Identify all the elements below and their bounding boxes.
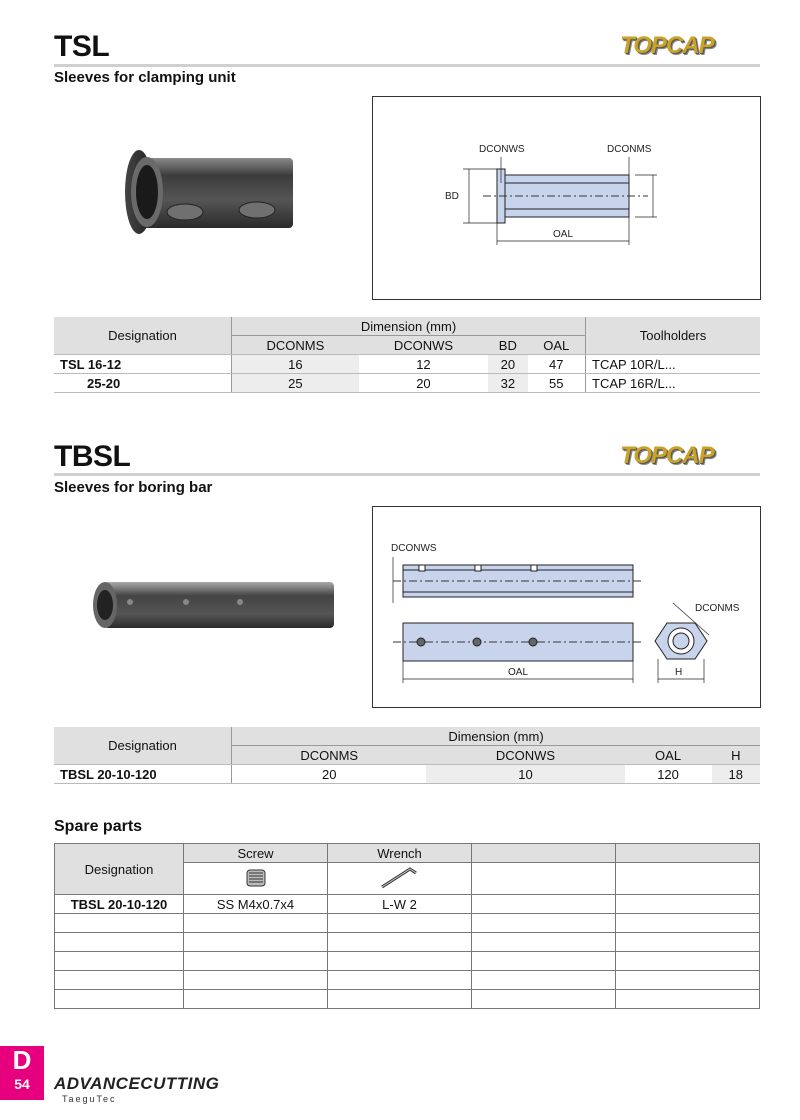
- tbsl-col-header: H: [712, 746, 760, 765]
- tbsl-table: [54, 727, 760, 784]
- topcap-logo: TOPCAP: [620, 442, 714, 469]
- tbsl-col-header: DCONWS: [426, 746, 624, 765]
- tbsl-dimension-header: Dimension (mm): [232, 727, 761, 746]
- tsl-label-bd: BD: [445, 191, 459, 202]
- tbsl-dimension-diagram: [372, 506, 761, 708]
- table-row: TSL 16-12 16 12 20 47 TCAP 10R/L...: [54, 355, 760, 374]
- tsl-dimension-diagram: [372, 96, 761, 300]
- table-row: TBSL 20-10-120 SS M4x0.7x4 L-W 2: [55, 895, 760, 914]
- section-letter: D: [12, 1045, 32, 1075]
- tbsl-label-h: H: [675, 667, 683, 678]
- tsl-toolholders-header: Toolholders: [586, 317, 761, 355]
- tsl-product-image: [115, 140, 300, 250]
- tsl-col-header: DCONWS: [359, 336, 488, 355]
- tsl-label-dconms: DCONMS: [607, 144, 652, 155]
- brand-logo: ADVANCECUTTING: [54, 1074, 220, 1093]
- table-row: [55, 990, 760, 1009]
- screw-icon-cell: [184, 863, 328, 895]
- tsl-col-header: OAL: [528, 336, 586, 355]
- page-number: 54: [14, 1076, 30, 1092]
- spare-screw-header: Screw: [184, 844, 328, 863]
- table-row: [55, 914, 760, 933]
- tbsl-col-header: OAL: [625, 746, 712, 765]
- tsl-table: [54, 317, 760, 393]
- spare-designation-header: Designation: [55, 844, 184, 895]
- tbsl-subtitle: Sleeves for boring bar: [54, 479, 213, 496]
- tbsl-label-dconms: DCONMS: [695, 603, 740, 614]
- tsl-col-header: BD: [488, 336, 527, 355]
- tsl-subtitle: Sleeves for clamping unit: [54, 69, 236, 86]
- tbsl-label-dconws: DCONWS: [391, 543, 437, 554]
- table-row: 25-20 25 20 32 55 TCAP 16R/L...: [54, 374, 760, 393]
- tbsl-designation-header: Designation: [54, 727, 232, 765]
- wrench-icon-cell: [328, 863, 472, 895]
- tsl-designation-header: Designation: [54, 317, 232, 355]
- tbsl-label-oal: OAL: [508, 667, 529, 678]
- spare-wrench-header: Wrench: [328, 844, 472, 863]
- screw-icon: [241, 864, 271, 890]
- tsl-dimension-header: Dimension (mm): [232, 317, 586, 336]
- tbsl-title-rule: [54, 473, 760, 476]
- section-tab: [0, 1046, 44, 1100]
- spare-parts-table: [54, 843, 760, 1009]
- table-row: [55, 971, 760, 990]
- brand-sub: TaeguTec: [62, 1094, 117, 1104]
- tsl-col-header: DCONMS: [232, 336, 359, 355]
- tsl-title: TSL: [54, 30, 110, 63]
- table-row: TBSL 20-10-120 20 10 120 18: [54, 765, 760, 784]
- tbsl-col-header: DCONMS: [232, 746, 427, 765]
- table-row: [55, 933, 760, 952]
- tsl-label-dconws: DCONWS: [479, 144, 525, 155]
- tbsl-product-image: [88, 570, 338, 640]
- tbsl-title: TBSL: [54, 440, 131, 473]
- tsl-label-oal: OAL: [553, 229, 574, 240]
- table-row: [55, 952, 760, 971]
- wrench-icon: [378, 863, 422, 891]
- topcap-logo: TOPCAP: [620, 32, 714, 59]
- tsl-title-rule: [54, 64, 760, 67]
- spare-parts-title: Spare parts: [54, 818, 143, 835]
